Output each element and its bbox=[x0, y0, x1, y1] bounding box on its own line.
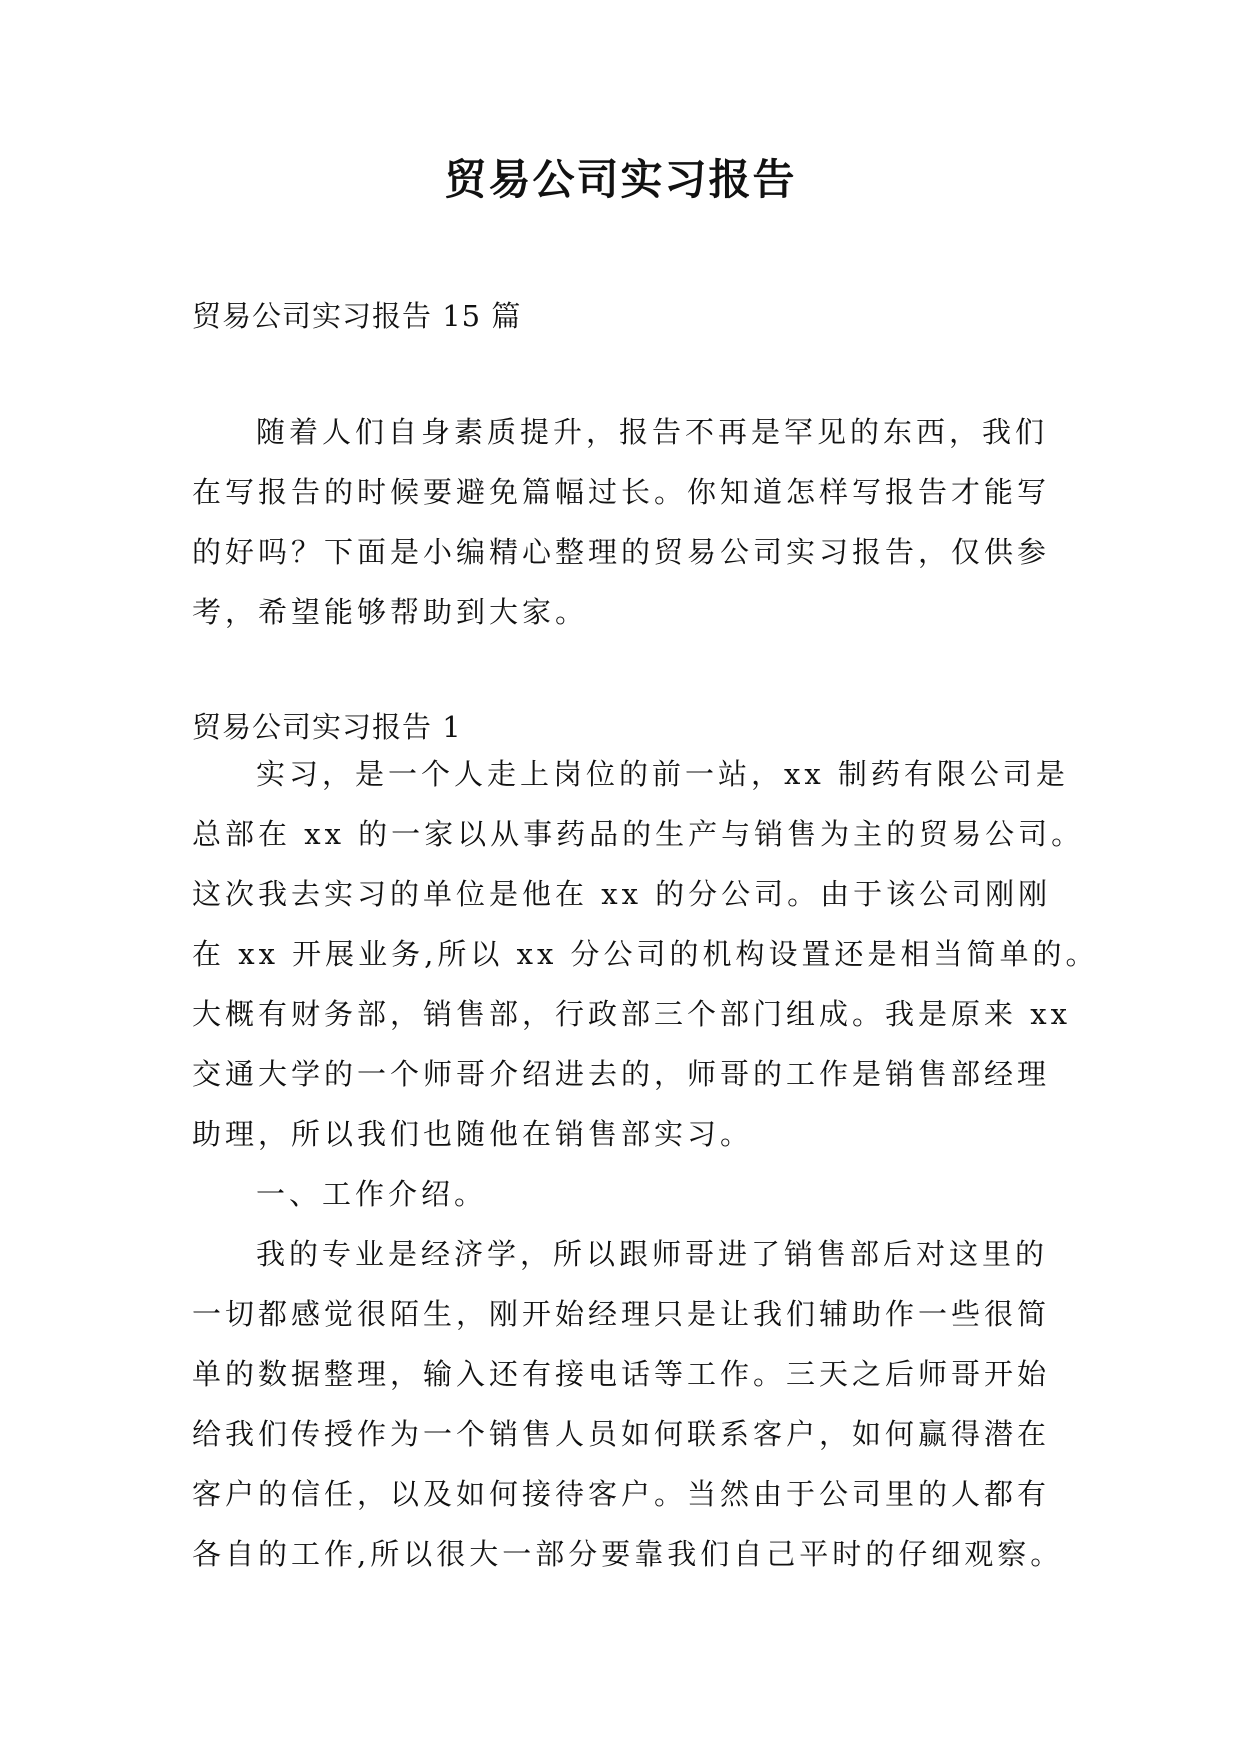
body-line: 给我们传授作为一个销售人员如何联系客户，如何赢得潜在 bbox=[192, 1417, 1051, 1451]
body-line: 大概有财务部，销售部，行政部三个部门组成。我是原来 xx bbox=[192, 997, 1071, 1031]
intro-line: 的好吗？下面是小编精心整理的贸易公司实习报告，仅供参 bbox=[192, 535, 1051, 569]
body-line: 总部在 xx 的一家以从事药品的生产与销售为主的贸易公司。 bbox=[192, 817, 1085, 851]
body-text bbox=[192, 744, 1099, 1584]
body-line: 各自的工作,所以很大一部分要靠我们自己平时的仔细观察。 bbox=[192, 1537, 1064, 1571]
body-subheading: 一、工作介绍。 bbox=[256, 1177, 488, 1211]
body-line: 单的数据整理，输入还有接电话等工作。三天之后师哥开始 bbox=[192, 1357, 1051, 1391]
body-line: 交通大学的一个师哥介绍进去的，师哥的工作是销售部经理 bbox=[192, 1057, 1051, 1091]
section-heading: 贸易公司实习报告 1 bbox=[192, 710, 462, 744]
intro-paragraph bbox=[192, 402, 1072, 642]
document-title: 贸易公司实习报告 bbox=[444, 155, 797, 204]
intro-line: 随着人们自身素质提升，报告不再是罕见的东西，我们 bbox=[256, 415, 1049, 449]
body-line: 一切都感觉很陌生，刚开始经理只是让我们辅助作一些很简 bbox=[192, 1297, 1051, 1331]
body-line: 这次我去实习的单位是他在 xx 的分公司。由于该公司刚刚 bbox=[192, 877, 1052, 911]
body-line: 助理，所以我们也随他在销售部实习。 bbox=[192, 1117, 754, 1151]
intro-line: 考，希望能够帮助到大家。 bbox=[192, 595, 589, 629]
intro-line: 在写报告的时候要避免篇幅过长。你知道怎样写报告才能写 bbox=[192, 475, 1051, 509]
body-line: 实习，是一个人走上岗位的前一站，xx 制药有限公司是 bbox=[256, 757, 1069, 791]
document-subtitle: 贸易公司实习报告 15 篇 bbox=[192, 299, 522, 333]
body-line: 在 xx 开展业务,所以 xx 分公司的机构设置还是相当简单的。 bbox=[192, 937, 1099, 971]
body-line: 我的专业是经济学，所以跟师哥进了销售部后对这里的 bbox=[256, 1237, 1049, 1271]
body-line: 客户的信任，以及如何接待客户。当然由于公司里的人都有 bbox=[192, 1477, 1051, 1511]
